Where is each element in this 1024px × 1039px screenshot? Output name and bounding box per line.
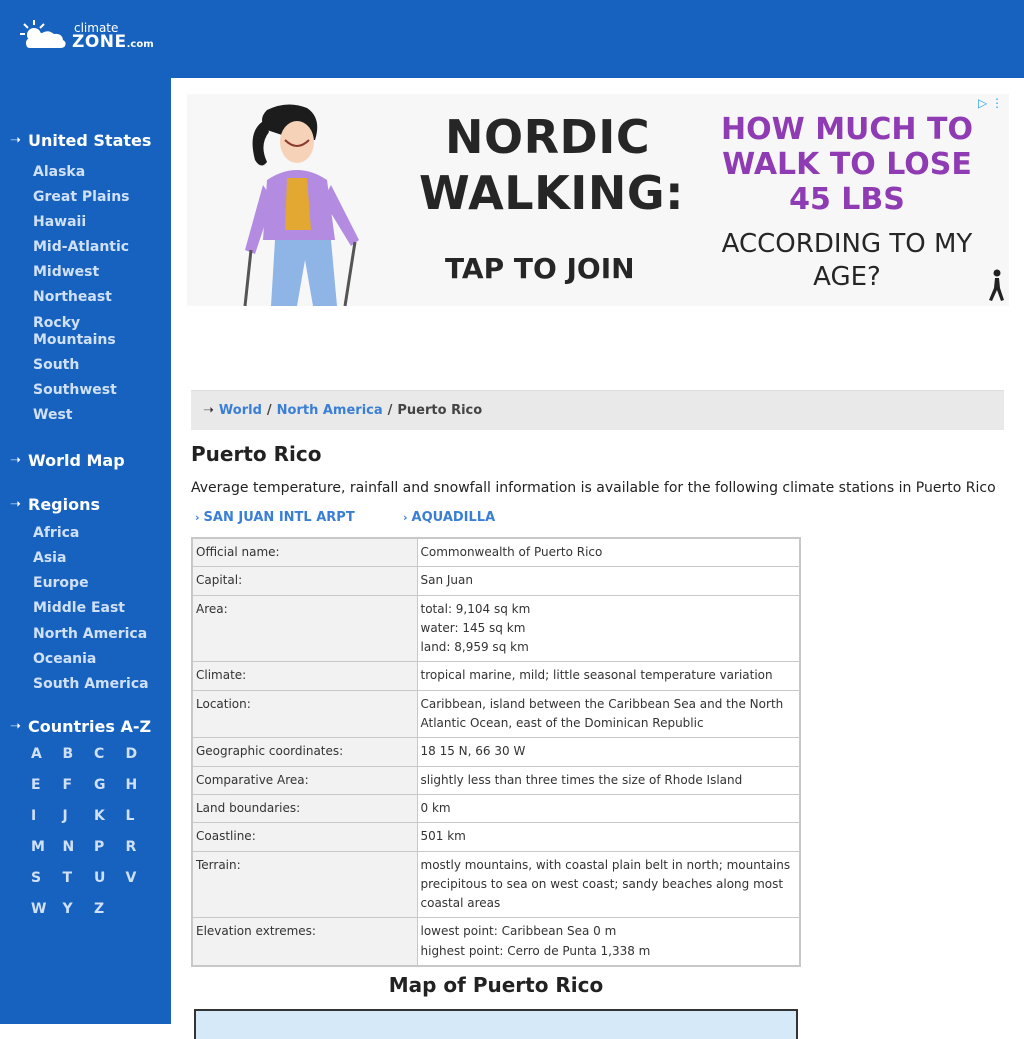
sun-cloud-icon	[20, 18, 68, 54]
country-facts-table	[191, 537, 801, 967]
fact-value-line: Caribbean, island between the Caribbean Sea and the North Atlantic Ocean, east of the Dominican Republic	[420, 696, 784, 731]
letter-link[interactable]: K	[94, 808, 105, 824]
sidebar-heading-label: Regions	[28, 495, 101, 514]
fact-value	[417, 690, 800, 738]
table-row	[192, 918, 800, 966]
walking-woman-illustration	[227, 100, 397, 306]
arrow-right-icon: ➝	[10, 133, 21, 148]
arrow-right-icon: ➝	[10, 453, 21, 468]
fact-value-line: water: 145 sq km	[420, 620, 526, 635]
ad-question: HOW MUCH TO WALK TO LOSE 45 LBS	[721, 112, 973, 217]
sidebar-heading-label: Countries A-Z	[28, 717, 152, 736]
table-row	[192, 794, 800, 822]
sidebar-heading-label: United States	[28, 131, 152, 150]
breadcrumb-world[interactable]: World	[218, 403, 262, 418]
sidebar-item-south-america[interactable]: South America	[33, 676, 149, 692]
page-title: Puerto Rico	[191, 442, 322, 466]
letter-link[interactable]: A	[31, 746, 42, 762]
sidebar-item-alaska[interactable]: Alaska	[33, 164, 86, 180]
fact-value	[417, 766, 800, 794]
sidebar-item-mid-atlantic[interactable]: Mid-Atlantic	[33, 239, 130, 255]
fact-label: Capital:	[192, 567, 417, 595]
letter-link[interactable]: J	[62, 808, 68, 824]
map-title: Map of Puerto Rico	[388, 973, 604, 997]
fact-value	[417, 918, 800, 966]
letter-link[interactable]: Y	[62, 901, 73, 917]
arrow-right-icon: ➝	[10, 719, 21, 734]
fact-value	[417, 538, 800, 567]
sidebar-item-middle-east[interactable]: Middle East	[33, 600, 125, 616]
fact-value-line: 501 km	[420, 829, 466, 844]
letter-link[interactable]: S	[31, 870, 42, 886]
sidebar-item-south[interactable]: South	[33, 357, 80, 373]
chevron-right-icon: ›	[403, 511, 408, 524]
fact-label: Official name:	[192, 538, 417, 567]
fact-value-line: highest point: Cerro de Punta 1,338 m	[420, 943, 651, 958]
fact-label: Geographic coordinates:	[192, 738, 417, 766]
letter-link[interactable]: R	[125, 839, 137, 855]
ad-choices-icon[interactable]: ▷ ⋮	[977, 96, 1003, 110]
fact-label: Coastline:	[192, 823, 417, 851]
arrow-right-icon: ➝	[10, 497, 21, 512]
fact-value	[417, 567, 800, 595]
fact-value-line: total: 9,104 sq km	[420, 601, 531, 616]
letter-link[interactable]: D	[125, 746, 138, 762]
letter-link[interactable]: W	[31, 901, 47, 917]
letter-link[interactable]: G	[94, 777, 106, 793]
sidebar-item-midwest[interactable]: Midwest	[33, 264, 100, 280]
sidebar-item-oceania[interactable]: Oceania	[33, 651, 97, 667]
sidebar-item-southwest[interactable]: Southwest	[33, 382, 117, 398]
logo-suffix-text: .com	[126, 38, 154, 50]
sidebar-item-hawaii[interactable]: Hawaii	[33, 214, 87, 230]
sidebar-heading-countries[interactable]	[10, 717, 151, 736]
sidebar-item-great-plains[interactable]: Great Plains	[33, 189, 130, 205]
fact-label: Terrain:	[192, 851, 417, 918]
ad-banner[interactable]	[187, 94, 1009, 306]
fact-value	[417, 738, 800, 766]
letter-link[interactable]: L	[125, 808, 135, 824]
station-link-san-juan[interactable]	[195, 510, 355, 525]
fact-value	[417, 595, 800, 662]
sidebar-item-asia[interactable]: Asia	[33, 550, 67, 566]
fact-value-line: tropical marine, mild; little seasonal temperature variation	[420, 668, 773, 683]
fact-value	[417, 794, 800, 822]
walker-icon	[985, 268, 1007, 302]
fact-label: Area:	[192, 595, 417, 662]
letter-link[interactable]: H	[125, 777, 138, 793]
sidebar-heading-united-states[interactable]	[10, 131, 151, 150]
table-row	[192, 690, 800, 738]
sidebar-item-north-america[interactable]: North America	[33, 626, 148, 642]
fact-value-line: land: 8,959 sq km	[420, 640, 529, 655]
letter-link[interactable]: M	[31, 839, 45, 855]
fact-value	[417, 823, 800, 851]
fact-label: Climate:	[192, 662, 417, 690]
chevron-right-icon: ›	[195, 511, 200, 524]
breadcrumb	[191, 390, 1004, 430]
fact-value-line: mostly mountains, with coastal plain belt in north; mountains precipitous to sea on west coast; sandy beaches along most coastal areas	[420, 857, 791, 911]
breadcrumb-north-america[interactable]: North America	[276, 403, 383, 418]
table-row	[192, 851, 800, 918]
site-header	[0, 0, 1024, 78]
letter-link[interactable]: C	[94, 746, 105, 762]
fact-value-line: 0 km	[420, 800, 451, 815]
letter-link[interactable]: U	[94, 870, 106, 886]
arrow-right-icon: ➝	[203, 403, 214, 418]
sidebar-heading-label: World Map	[28, 451, 125, 470]
logo-zone-text: ZONE	[72, 31, 127, 52]
fact-label: Land boundaries:	[192, 794, 417, 822]
letter-link[interactable]: Z	[94, 901, 105, 917]
fact-label: Comparative Area:	[192, 766, 417, 794]
sidebar-heading-world-map[interactable]	[10, 451, 125, 470]
map-image[interactable]	[194, 1009, 798, 1039]
letter-link[interactable]: N	[62, 839, 75, 855]
fact-value-line: San Juan	[420, 573, 473, 588]
fact-label: Location:	[192, 690, 417, 738]
country-letter-grid	[31, 746, 157, 918]
sidebar-item-europe[interactable]: Europe	[33, 575, 89, 591]
table-row	[192, 538, 800, 567]
table-row	[192, 567, 800, 595]
breadcrumb-separator: /	[387, 403, 393, 418]
fact-value-line: lowest point: Caribbean Sea 0 m	[420, 924, 617, 939]
letter-link[interactable]: E	[31, 777, 41, 793]
table-row	[192, 738, 800, 766]
letter-link[interactable]: P	[94, 839, 105, 855]
sidebar	[0, 78, 171, 1024]
letter-link[interactable]: F	[62, 777, 73, 793]
sidebar-item-northeast[interactable]: Northeast	[33, 289, 112, 305]
fact-value-line: Commonwealth of Puerto Rico	[420, 545, 603, 559]
ad-cta[interactable]: TAP TO JOIN	[445, 252, 635, 285]
table-row	[192, 662, 800, 690]
station-link-aquadilla[interactable]	[403, 510, 495, 525]
sidebar-item-west[interactable]: West	[33, 407, 73, 423]
letter-link[interactable]: B	[62, 746, 74, 762]
letter-link[interactable]: I	[31, 808, 37, 824]
letter-link[interactable]: V	[125, 870, 137, 886]
letter-link[interactable]: T	[62, 870, 73, 886]
ad-age-text: ACCORDING TO MY AGE?	[721, 229, 973, 292]
table-row	[192, 595, 800, 662]
fact-value-line: slightly less than three times the size of Rhode Island	[420, 772, 743, 787]
site-logo[interactable]	[20, 18, 154, 54]
page-intro: Average temperature, rainfall and snowfall information is available for the following climate stations in Puerto Rico	[191, 480, 996, 496]
sidebar-heading-regions[interactable]	[10, 495, 100, 514]
table-row	[192, 823, 800, 851]
breadcrumb-current: Puerto Rico	[397, 403, 483, 418]
station-label: AQUADILLA	[411, 510, 496, 525]
fact-value-line: 18 15 N, 66 30 W	[420, 744, 526, 759]
ad-title-line1: NORDIC	[445, 110, 651, 164]
station-label: SAN JUAN INTL ARPT	[203, 510, 355, 525]
sidebar-item-rocky-mountains[interactable]: Rocky Mountains	[33, 315, 116, 348]
breadcrumb-separator: /	[266, 403, 272, 418]
logo-small-text: climate	[74, 20, 119, 35]
fact-value	[417, 662, 800, 690]
fact-label: Elevation extremes:	[192, 918, 417, 966]
sidebar-item-africa[interactable]: Africa	[33, 525, 80, 541]
ad-title-line2: WALKING:	[419, 166, 684, 220]
fact-value	[417, 851, 800, 918]
table-row	[192, 766, 800, 794]
main-content	[171, 78, 1024, 1024]
